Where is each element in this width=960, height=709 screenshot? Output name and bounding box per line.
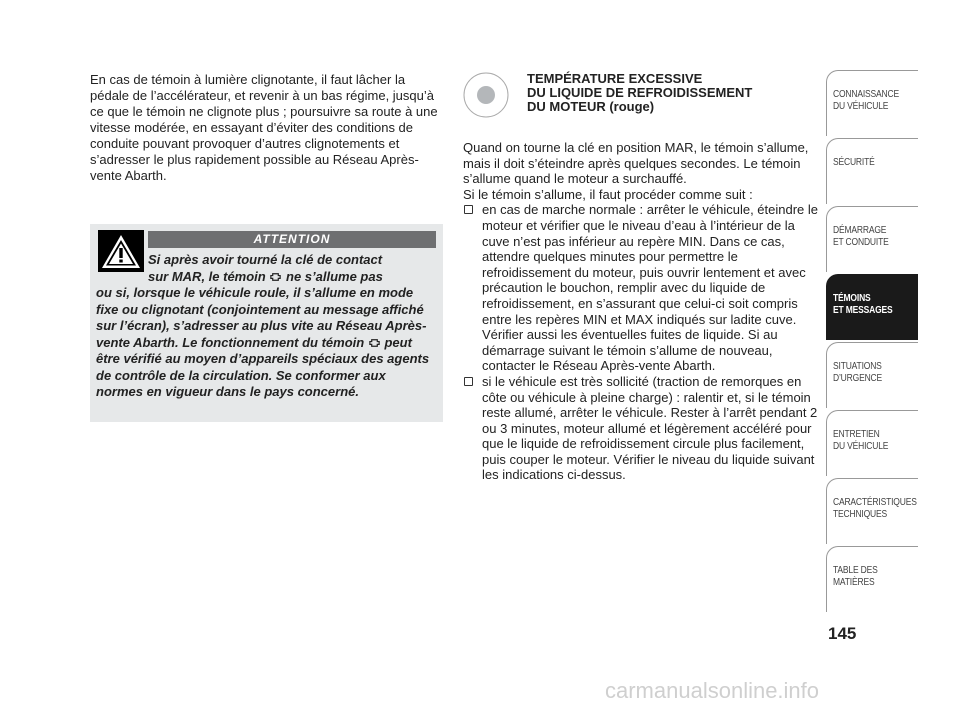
- section-title-line-3: DU MOTEUR (rouge): [527, 99, 655, 114]
- tab-situations-durgence[interactable]: [826, 342, 918, 408]
- section-title-line-2: DU LIQUIDE DE REFROIDISSEMENT: [527, 85, 753, 100]
- tab-label: DÉMARRAGE ET CONDUITE: [833, 225, 889, 248]
- tab-connaissance-du-vehicule[interactable]: [826, 70, 918, 136]
- section-body: [463, 140, 818, 483]
- tab-demarrage-et-conduite[interactable]: [826, 206, 918, 272]
- tab-label: SÉCURITÉ: [833, 157, 875, 168]
- attention-header: ATTENTION: [148, 231, 436, 248]
- intro-paragraph: En cas de témoin à lumière clignotante, il faut lâcher la pédale de l’accélérateur, et revenir à un bas régime, jusqu’à ce que le témoin ne clignote plus ; poursuivre sa route à une vitesse modérée, en essayant d’éviter des conditions de conduite pouvant provoquer d’autres clignotements et s’adresser le plus rapidement possible au Réseau Après-vente Abarth.: [90, 72, 438, 183]
- tab-label: CONNAISSANCE DU VÉHICULE: [833, 89, 899, 112]
- tab-caracteristiques-techniques[interactable]: [826, 478, 918, 544]
- engine-warning-light-icon: [368, 336, 381, 349]
- tab-securite[interactable]: [826, 138, 918, 204]
- list-item-text: en cas de marche normale : arrêter le véhicule, éteindre le moteur et vérifier que le niveau d’eau à l’intérieur de la cuve n’est pas inférieur au repère MIN. Dans ce cas, attendre quelques minutes pour permettre le refroidissement du moteur, puis ouvrir lentement et avec précaution le bouchon, remplir avec du liquide de refroidissement, en s’assurant que celui-ci soit compris entre les repères MIN et MAX indiqués sur ladite cuve. Vérifier aussi les éventuelles fuites de liquide. Si au démarrage suivant le témoin s’allume de nouveau, contacter le Réseau Après-vente Abarth.: [482, 202, 819, 374]
- section-title: [527, 72, 817, 114]
- tab-label: SITUATIONS D’URGENCE: [833, 361, 883, 384]
- section-paragraph-2: Si le témoin s’allume, il faut procéder comme suit :: [463, 186, 753, 202]
- attention-line-2a: sur MAR, le témoin: [148, 268, 266, 284]
- attention-line-2b: ne s’allume pas: [286, 268, 383, 284]
- list-item-text: si le véhicule est très sollicité (traction de remorques en côte ou véhicule à pleine charge) : ralentir et, si le témoin reste allumé, arrêter le véhicule. Rester à l’arrêt pendant 2 ou 3 minutes, moteur allumé et légèrement accéléré pour que le liquide de refroidissement circule plus facilement, puis couper le moteur. Vérifier le niveau du liquide suivant les indications ci-dessus.: [482, 373, 818, 483]
- tab-temoins-et-messages[interactable]: [826, 274, 918, 340]
- tab-table-des-matieres[interactable]: [826, 546, 918, 612]
- section-paragraph-1: Quand on tourne la clé en position MAR, le témoin s’allume, mais il doit s’éteindre après quelques secondes. Le témoin s’allume quand le moteur a surchauffé.: [463, 140, 809, 187]
- tab-entretien-du-vehicule[interactable]: [826, 410, 918, 476]
- warning-light-indicator-icon: [463, 72, 509, 118]
- tab-label: ENTRETIEN DU VÉHICULE: [833, 429, 889, 452]
- left-column: [90, 72, 440, 184]
- list-item: [463, 202, 818, 374]
- section-title-line-1: TEMPÉRATURE EXCESSIVE: [527, 71, 703, 86]
- engine-warning-light-icon: [269, 270, 282, 283]
- checkbox-bullet-icon: [464, 205, 473, 214]
- tab-label: TÉMOINS ET MESSAGES: [833, 293, 893, 316]
- tab-label: CARACTÉRISTIQUES TECHNIQUES: [833, 497, 917, 520]
- attention-box: [90, 224, 443, 422]
- chapter-sidebar: [826, 70, 918, 614]
- page-number: 145: [828, 624, 857, 643]
- list-item: [463, 374, 818, 483]
- attention-part-4: peut être vérifié au moyen d’appareils spéciaux des agents de contrôle de la circulation. Se conformer aux normes en vigueur dans le pays concerné.: [96, 334, 430, 399]
- attention-line-2: [96, 269, 436, 286]
- attention-text: [96, 252, 436, 401]
- attention-part-3: ou si, lorsque le véhicule roule, il s’allume en mode fixe ou clignotant (conjointement au message affiché sur l’écran), s’adresser au plus vite au Réseau Après-vente Abarth. Le fonctionnement du témoin: [96, 285, 427, 350]
- attention-line-1: Si après avoir tourné la clé de contact: [148, 252, 383, 267]
- tab-label: TABLE DES MATIÈRES: [833, 565, 878, 588]
- watermark: carmanualsonline.info: [605, 678, 820, 703]
- bullet-list: [463, 202, 818, 483]
- checkbox-bullet-icon: [464, 377, 473, 386]
